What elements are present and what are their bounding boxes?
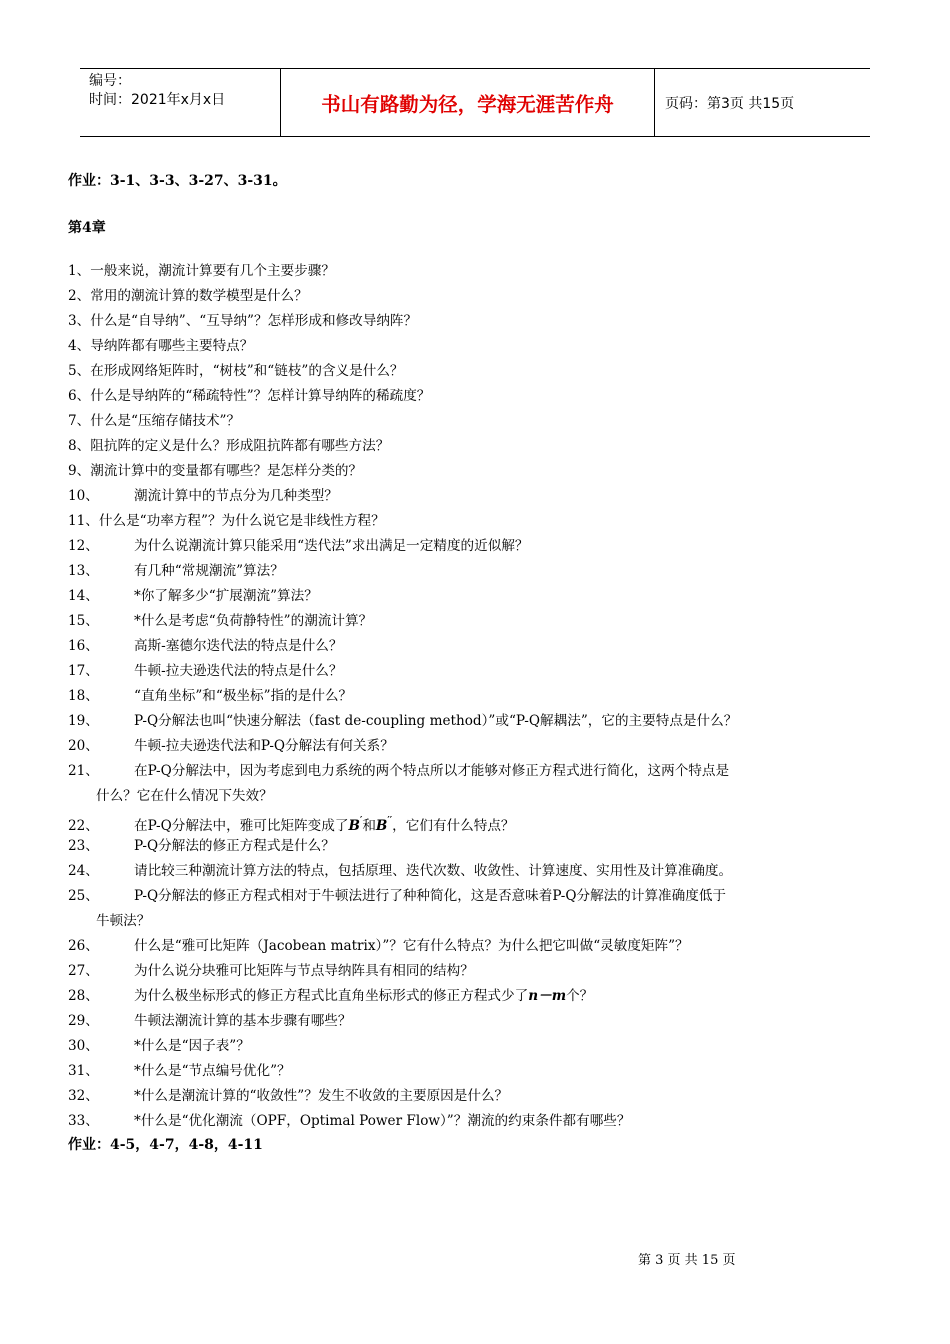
question-item: 9、潮流计算中的变量都有哪些？是怎样分类的？ (68, 463, 363, 479)
question-item: 16、 高斯-塞德尔迭代法的特点是什么？ (68, 638, 343, 654)
question-item: 23、 P-Q分解法的修正方程式是什么？ (68, 838, 335, 854)
question-item: 33、 *什么是“优化潮流（OPF，Optimal Power Flow）”？潮流的约束条件都有哪些？ (68, 1113, 631, 1129)
math-n-minus-m: n－m (528, 988, 567, 1004)
chapter-title: 第4章 (68, 220, 106, 236)
question-item: 13、 有几种“常规潮流”算法？ (68, 563, 284, 579)
question-item: 20、 牛顿-拉夫逊迭代法和P-Q分解法有何关系？ (68, 738, 394, 754)
question-item: 3、什么是“自导纳”、“互导纳”？怎样形成和修改导纳阵？ (68, 313, 418, 329)
question-item: 32、 *什么是潮流计算的“收敛性”？发生不收敛的主要原因是什么？ (68, 1088, 509, 1104)
header-left-cell (80, 69, 281, 136)
question-item: 28、 为什么极坐标形式的修正方程式比直角坐标形式的修正方程式少了n－m个？ (68, 988, 594, 1004)
question-item: 17、 牛顿-拉夫逊迭代法的特点是什么？ (68, 663, 343, 679)
code-label: 编号： (89, 73, 131, 89)
question-item: 7、什么是“压缩存储技术”？ (68, 413, 241, 429)
question-item: 2、常用的潮流计算的数学模型是什么？ (68, 288, 308, 304)
question-item: 29、 牛顿法潮流计算的基本步骤有哪些？ (68, 1013, 352, 1029)
question-item-continuation: 什么？它在什么情况下失效？ (96, 788, 273, 804)
question-item: 6、什么是导纳阵的“稀疏特性”？怎样计算导纳阵的稀疏度？ (68, 388, 431, 404)
matrix-b-prime: B′ (348, 816, 363, 834)
question-item: 18、 “直角坐标”和“极坐标”指的是什么？ (68, 688, 353, 704)
homework-chapter3: 作业：3-1、3-3、3-27、3-31。 (68, 173, 287, 189)
question-item: 8、阻抗阵的定义是什么？形成阻抗阵都有哪些方法？ (68, 438, 390, 454)
matrix-b-double-prime: B′′ (375, 816, 393, 834)
question-item: 1、一般来说，潮流计算要有几个主要步骤？ (68, 263, 335, 279)
homework-chapter4: 作业：4-5，4-7，4-8，4-11 (68, 1137, 263, 1153)
question-item: 4、导纳阵都有哪些主要特点？ (68, 338, 254, 354)
question-item: 5、在形成网络矩阵时，“树枝”和“链枝”的含义是什么？ (68, 363, 404, 379)
question-item: 12、 为什么说潮流计算只能采用“迭代法”求出满足一定精度的近似解？ (68, 538, 529, 554)
question-item: 25、 P-Q分解法的修正方程式相对于牛顿法进行了种种简化，这是否意味着P-Q分解法的计算准确度低于 (68, 888, 727, 904)
question-item: 26、 什么是“雅可比矩阵（Jacobean matrix）”？它有什么特点？为什么把它叫做“灵敏度矩阵”？ (68, 938, 689, 954)
date-label: 时间：2021年x月x日 (89, 92, 226, 108)
question-item: 30、 *什么是“因子表”？ (68, 1038, 250, 1054)
header-motto: 书山有路勤为径，学海无涯苦作舟 (281, 69, 655, 136)
question-item: 19、 P-Q分解法也叫“快速分解法（fast de-coupling method）”或“P-Q解耦法”，它的主要特点是什么？ (68, 713, 738, 729)
page-header (80, 68, 870, 137)
question-item: 10、 潮流计算中的节点分为几种类型？ (68, 488, 338, 504)
question-item-continuation: 牛顿法？ (96, 913, 151, 929)
header-page-info: 页码：第3页 共15页 (665, 95, 795, 112)
question-item: 15、 *什么是考虑“负荷静特性”的潮流计算？ (68, 613, 373, 629)
question-item: 22、 在P-Q分解法中，雅可比矩阵变成了B′和B′′，它们有什么特点？ (68, 816, 515, 834)
question-item: 27、 为什么说分块雅可比矩阵与节点导纳阵具有相同的结构？ (68, 963, 474, 979)
question-item: 31、 *什么是“节点编号优化”？ (68, 1063, 291, 1079)
question-item: 24、 请比较三种潮流计算方法的特点，包括原理、迭代次数、收敛性、计算速度、实用性及计算准确度。 (68, 863, 733, 879)
question-item: 21、 在P-Q分解法中，因为考虑到电力系统的两个特点所以才能够对修正方程式进行简化，这两个特点是 (68, 763, 730, 779)
question-item: 14、 *你了解多少“扩展潮流”算法？ (68, 588, 318, 604)
page-footer: 第 3 页 共 15 页 (638, 1253, 736, 1268)
question-item: 11、什么是“功率方程”？为什么说它是非线性方程？ (68, 513, 385, 529)
